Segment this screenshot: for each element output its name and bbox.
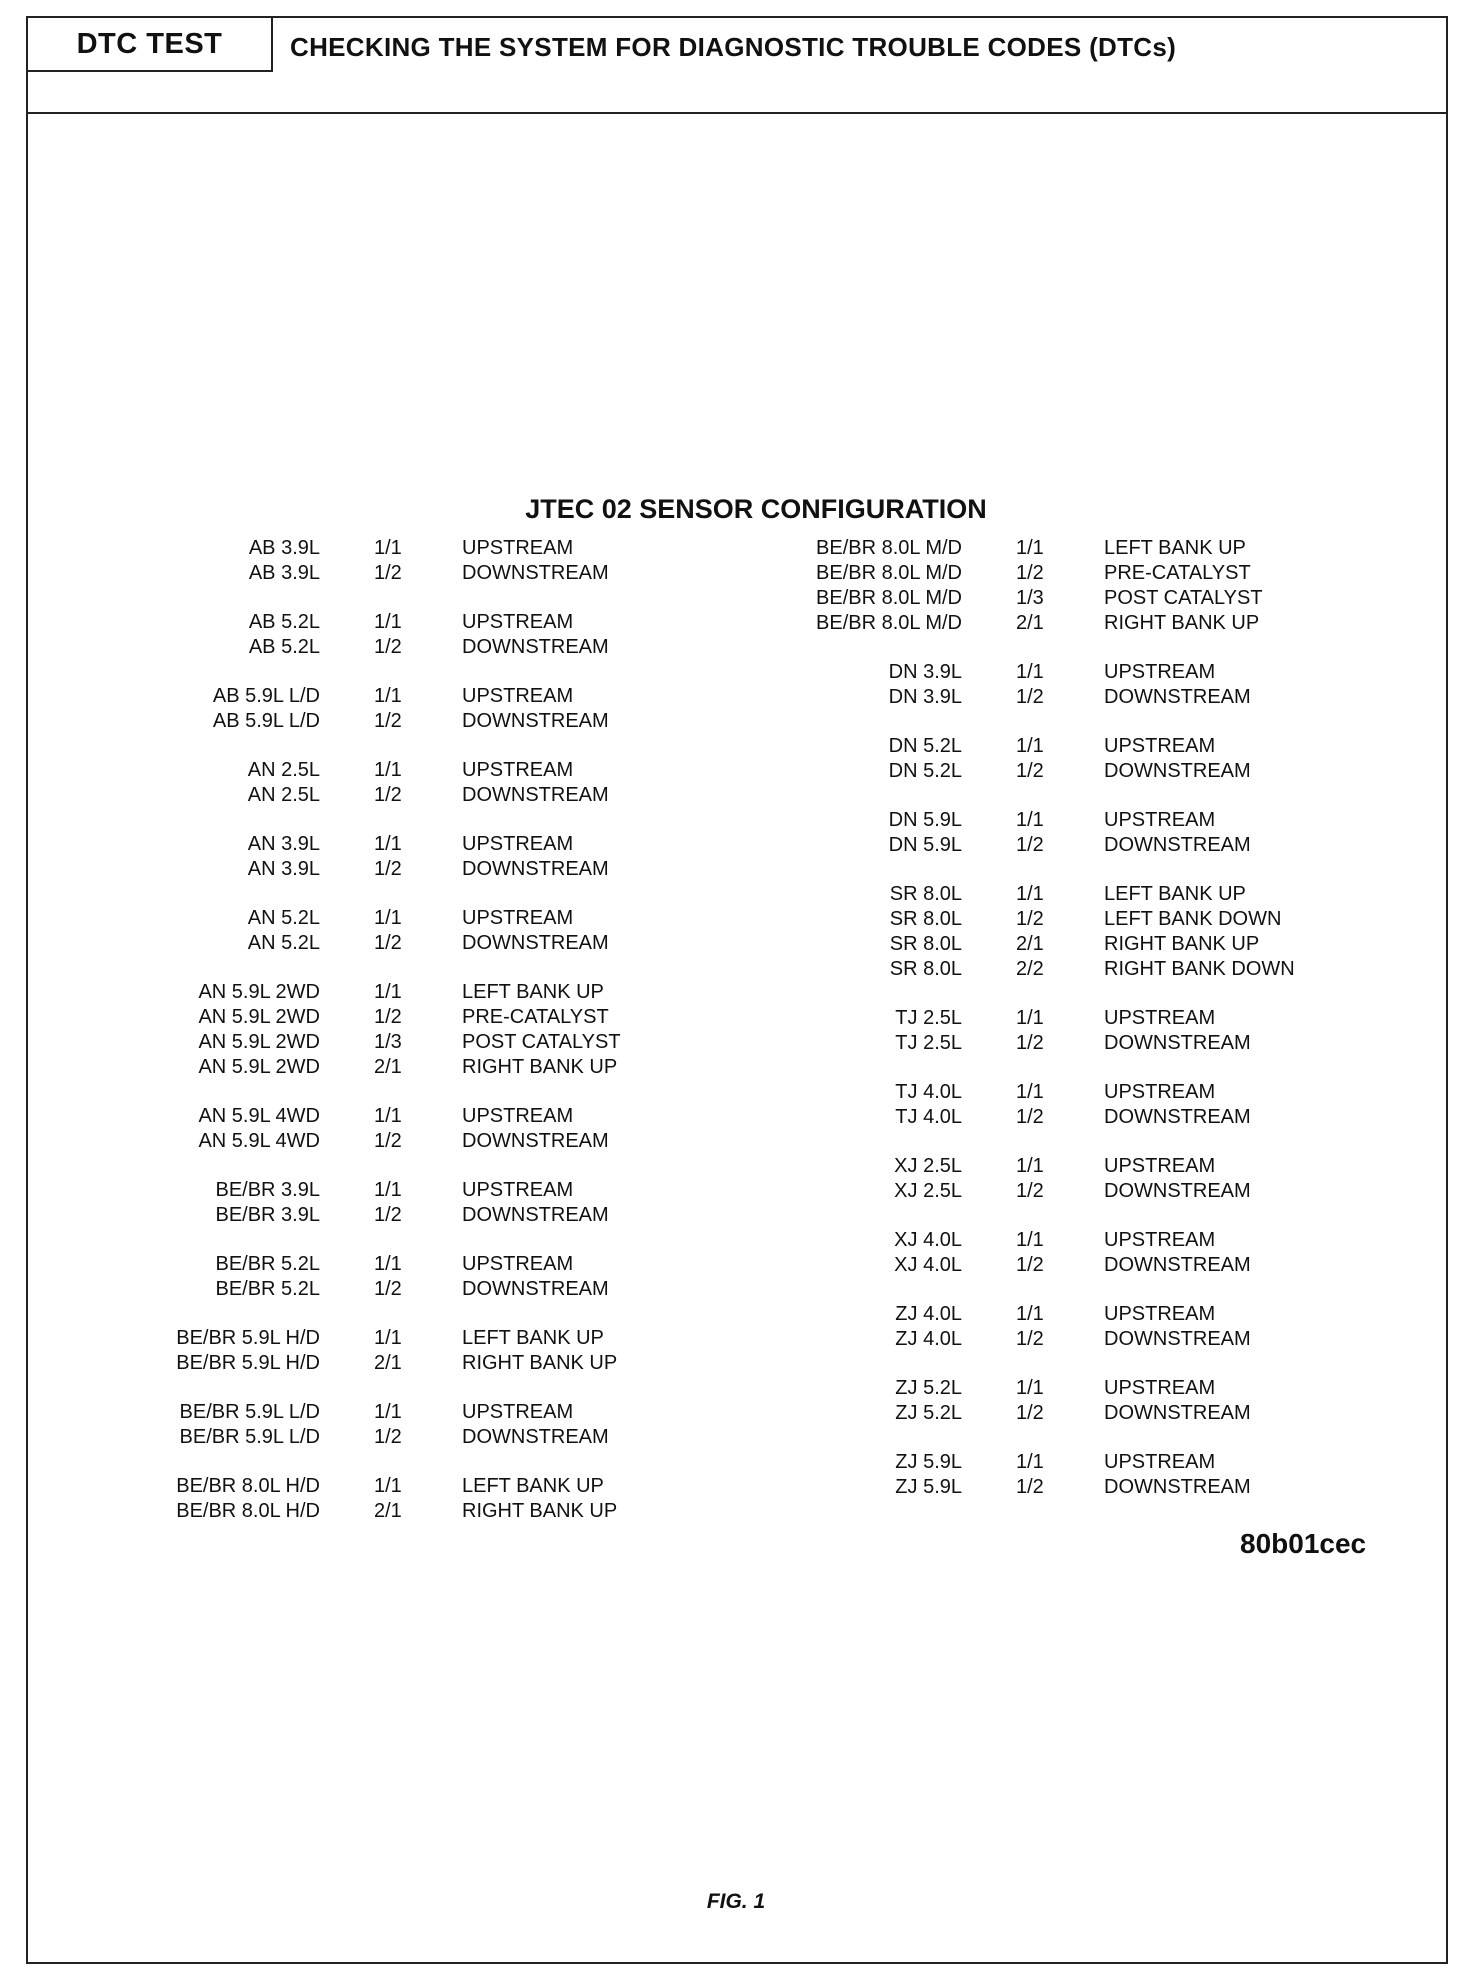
sensor-position: 1/2 [1016, 562, 1044, 584]
sensor-description: DOWNSTREAM [462, 932, 609, 954]
dtc-test-label: DTC TEST [28, 18, 273, 72]
sensor-description: RIGHT BANK DOWN [1104, 958, 1295, 980]
sensor-description: UPSTREAM [1104, 1007, 1216, 1029]
vehicle-engine: SR 8.0L [889, 908, 962, 930]
sensor-position: 1/1 [1016, 661, 1044, 683]
sensor-description: UPSTREAM [1104, 1155, 1216, 1177]
vehicle-engine: ZJ 5.2L [895, 1402, 962, 1424]
vehicle-engine: ZJ 5.9L [895, 1476, 962, 1498]
sensor-description: DOWNSTREAM [1104, 760, 1251, 782]
vehicle-engine: BE/BR 3.9L [215, 1204, 320, 1226]
sensor-position: 1/2 [374, 932, 402, 954]
vehicle-engine: BE/BR 5.9L H/D [176, 1327, 320, 1349]
vehicle-engine: AN 5.9L 4WD [198, 1130, 320, 1152]
vehicle-engine: AB 5.2L [248, 636, 320, 658]
vehicle-engine: BE/BR 8.0L M/D [816, 537, 962, 559]
header-band [28, 18, 1446, 114]
sensor-description: DOWNSTREAM [1104, 1254, 1251, 1276]
vehicle-engine: ZJ 4.0L [895, 1328, 962, 1350]
sensor-position: 1/1 [1016, 537, 1044, 559]
vehicle-engine: DN 5.2L [888, 735, 962, 757]
sensor-position: 1/2 [1016, 1032, 1044, 1054]
sensor-position: 1/1 [374, 833, 402, 855]
vehicle-engine: AN 5.9L 2WD [198, 981, 320, 1003]
sensor-position: 1/1 [374, 1401, 402, 1423]
sensor-description: DOWNSTREAM [1104, 834, 1251, 856]
sensor-position: 1/2 [374, 562, 402, 584]
sensor-position: 1/1 [374, 1179, 402, 1201]
sensor-description: DOWNSTREAM [462, 784, 609, 806]
sensor-position: 2/1 [374, 1500, 402, 1522]
sensor-description: DOWNSTREAM [1104, 1106, 1251, 1128]
vehicle-engine: DN 5.2L [888, 760, 962, 782]
sensor-description: DOWNSTREAM [462, 858, 609, 880]
vehicle-engine: AN 3.9L [247, 858, 320, 880]
sensor-description: DOWNSTREAM [462, 1426, 609, 1448]
vehicle-engine: BE/BR 8.0L M/D [816, 562, 962, 584]
sensor-position: 1/1 [1016, 735, 1044, 757]
vehicle-engine: AN 5.2L [247, 907, 320, 929]
vehicle-engine: AB 3.9L [248, 562, 320, 584]
sensor-position: 1/2 [1016, 908, 1044, 930]
vehicle-engine: AN 5.2L [247, 932, 320, 954]
sensor-position: 1/2 [374, 1278, 402, 1300]
sensor-position: 1/1 [1016, 1303, 1044, 1325]
sensor-description: UPSTREAM [462, 1253, 574, 1275]
sensor-description: RIGHT BANK UP [462, 1056, 618, 1078]
sensor-position: 1/1 [1016, 883, 1044, 905]
sensor-description: LEFT BANK UP [462, 1327, 604, 1349]
vehicle-engine: BE/BR 5.2L [215, 1253, 320, 1275]
sensor-description: DOWNSTREAM [1104, 1032, 1251, 1054]
sensor-position: 1/1 [374, 1475, 402, 1497]
sensor-description: RIGHT BANK UP [462, 1500, 618, 1522]
sensor-position: 1/2 [374, 1426, 402, 1448]
vehicle-engine: AN 2.5L [247, 759, 320, 781]
sensor-description: UPSTREAM [1104, 1303, 1216, 1325]
sensor-position: 1/1 [374, 685, 402, 707]
sensor-description: DOWNSTREAM [462, 562, 609, 584]
sensor-position: 1/3 [374, 1031, 402, 1053]
vehicle-engine: AB 5.9L L/D [212, 685, 320, 707]
sensor-position: 1/2 [1016, 1476, 1044, 1498]
sensor-position: 1/2 [374, 1006, 402, 1028]
sensor-description: UPSTREAM [462, 833, 574, 855]
vehicle-engine: SR 8.0L [889, 933, 962, 955]
sensor-position: 1/1 [1016, 1377, 1044, 1399]
sensor-description: LEFT BANK UP [462, 981, 604, 1003]
vehicle-engine: DN 3.9L [888, 686, 962, 708]
sensor-position: 1/1 [1016, 1229, 1044, 1251]
vehicle-engine: BE/BR 5.2L [215, 1278, 320, 1300]
sensor-position: 1/2 [1016, 1106, 1044, 1128]
sensor-position: 1/2 [1016, 1402, 1044, 1424]
sensor-position: 1/2 [1016, 1328, 1044, 1350]
sensor-position: 1/2 [1016, 760, 1044, 782]
sensor-description: UPSTREAM [462, 611, 574, 633]
sensor-position: 1/2 [1016, 1180, 1044, 1202]
sensor-description: DOWNSTREAM [462, 636, 609, 658]
sensor-description: DOWNSTREAM [1104, 1180, 1251, 1202]
sensor-position: 1/1 [374, 537, 402, 559]
vehicle-engine: XJ 2.5L [894, 1180, 962, 1202]
vehicle-engine: DN 5.9L [888, 809, 962, 831]
vehicle-engine: BE/BR 8.0L M/D [816, 587, 962, 609]
vehicle-engine: BE/BR 8.0L H/D [176, 1475, 320, 1497]
vehicle-engine: BE/BR 8.0L H/D [176, 1500, 320, 1522]
sensor-description: POST CATALYST [1104, 587, 1263, 609]
sensor-position: 1/2 [1016, 686, 1044, 708]
vehicle-engine: ZJ 5.9L [895, 1451, 962, 1473]
sensor-description: UPSTREAM [1104, 735, 1216, 757]
vehicle-engine: XJ 4.0L [894, 1254, 962, 1276]
vehicle-engine: AB 5.9L L/D [212, 710, 320, 732]
sensor-position: 2/1 [1016, 612, 1044, 634]
vehicle-engine: AB 5.2L [248, 611, 320, 633]
sensor-position: 2/1 [1016, 933, 1044, 955]
sensor-position: 1/1 [1016, 809, 1044, 831]
figure-title: JTEC 02 SENSOR CONFIGURATION [525, 494, 987, 524]
sensor-description: UPSTREAM [1104, 661, 1216, 683]
sensor-description: UPSTREAM [462, 759, 574, 781]
figure-code-ref: 80b01cec [1240, 1528, 1367, 1559]
sensor-description: LEFT BANK UP [1104, 537, 1246, 559]
vehicle-engine: AN 5.9L 4WD [198, 1105, 320, 1127]
sensor-description: RIGHT BANK UP [462, 1352, 618, 1374]
page-title: CHECKING THE SYSTEM FOR DIAGNOSTIC TROUBLE CODES (DTCs) [290, 32, 1177, 62]
sensor-description: DOWNSTREAM [462, 1204, 609, 1226]
sensor-position: 1/1 [1016, 1155, 1044, 1177]
sensor-position: 1/1 [374, 981, 402, 1003]
vehicle-engine: AN 3.9L [247, 833, 320, 855]
sensor-position: 1/1 [374, 611, 402, 633]
sensor-description: UPSTREAM [1104, 1229, 1216, 1251]
sensor-description: UPSTREAM [462, 537, 574, 559]
sensor-description: DOWNSTREAM [1104, 1328, 1251, 1350]
sensor-description: DOWNSTREAM [462, 710, 609, 732]
sensor-description: LEFT BANK DOWN [1104, 908, 1282, 930]
vehicle-engine: XJ 2.5L [894, 1155, 962, 1177]
sensor-position: 1/2 [374, 784, 402, 806]
sensor-position: 1/2 [374, 858, 402, 880]
sensor-description: POST CATALYST [462, 1031, 621, 1053]
sensor-position: 1/2 [374, 1204, 402, 1226]
sensor-description: DOWNSTREAM [462, 1278, 609, 1300]
vehicle-engine: DN 5.9L [888, 834, 962, 856]
vehicle-engine: BE/BR 3.9L [215, 1179, 320, 1201]
sensor-description: UPSTREAM [1104, 1377, 1216, 1399]
vehicle-engine: ZJ 4.0L [895, 1303, 962, 1325]
figure-caption: FIG. 1 [706, 1890, 766, 1913]
sensor-description: UPSTREAM [462, 1105, 574, 1127]
sensor-description: RIGHT BANK UP [1104, 612, 1260, 634]
vehicle-engine: TJ 4.0L [895, 1081, 962, 1103]
sensor-description: DOWNSTREAM [1104, 686, 1251, 708]
sensor-description: UPSTREAM [462, 1179, 574, 1201]
vehicle-engine: AN 5.9L 2WD [198, 1006, 320, 1028]
sensor-position: 1/1 [374, 1253, 402, 1275]
sensor-description: DOWNSTREAM [1104, 1476, 1251, 1498]
sensor-position: 2/1 [374, 1056, 402, 1078]
sensor-description: DOWNSTREAM [1104, 1402, 1251, 1424]
sensor-description: UPSTREAM [462, 1401, 574, 1423]
sensor-position: 1/1 [374, 907, 402, 929]
sensor-position: 1/1 [374, 1327, 402, 1349]
vehicle-engine: BE/BR 5.9L H/D [176, 1352, 320, 1374]
sensor-description: UPSTREAM [462, 907, 574, 929]
sensor-description: UPSTREAM [1104, 809, 1216, 831]
vehicle-engine: DN 3.9L [888, 661, 962, 683]
sensor-description: UPSTREAM [1104, 1081, 1216, 1103]
sensor-position: 1/1 [374, 1105, 402, 1127]
sensor-position: 1/1 [1016, 1007, 1044, 1029]
vehicle-engine: AN 5.9L 2WD [198, 1031, 320, 1053]
vehicle-engine: XJ 4.0L [894, 1229, 962, 1251]
sensor-position: 2/1 [374, 1352, 402, 1374]
vehicle-engine: TJ 2.5L [895, 1032, 962, 1054]
sensor-position: 1/2 [374, 636, 402, 658]
sensor-position: 1/2 [374, 1130, 402, 1152]
sensor-description: LEFT BANK UP [462, 1475, 604, 1497]
sensor-position: 1/2 [1016, 1254, 1044, 1276]
sensor-position: 1/1 [374, 759, 402, 781]
sensor-description: UPSTREAM [462, 685, 574, 707]
sensor-position: 1/1 [1016, 1081, 1044, 1103]
sensor-position: 2/2 [1016, 958, 1044, 980]
vehicle-engine: BE/BR 8.0L M/D [816, 612, 962, 634]
sensor-description: LEFT BANK UP [1104, 883, 1246, 905]
vehicle-engine: SR 8.0L [889, 883, 962, 905]
vehicle-engine: AN 2.5L [247, 784, 320, 806]
sensor-description: UPSTREAM [1104, 1451, 1216, 1473]
vehicle-engine: AB 3.9L [248, 537, 320, 559]
sensor-position: 1/2 [1016, 834, 1044, 856]
vehicle-engine: AN 5.9L 2WD [198, 1056, 320, 1078]
vehicle-engine: TJ 4.0L [895, 1106, 962, 1128]
vehicle-engine: TJ 2.5L [895, 1007, 962, 1029]
vehicle-engine: BE/BR 5.9L L/D [179, 1426, 320, 1448]
vehicle-engine: BE/BR 5.9L L/D [179, 1401, 320, 1423]
vehicle-engine: SR 8.0L [889, 958, 962, 980]
sensor-position: 1/3 [1016, 587, 1044, 609]
sensor-description: RIGHT BANK UP [1104, 933, 1260, 955]
sensor-position: 1/1 [1016, 1451, 1044, 1473]
sensor-description: PRE-CATALYST [1104, 562, 1251, 584]
sensor-description: PRE-CATALYST [462, 1006, 609, 1028]
sensor-description: DOWNSTREAM [462, 1130, 609, 1152]
vehicle-engine: ZJ 5.2L [895, 1377, 962, 1399]
sensor-position: 1/2 [374, 710, 402, 732]
